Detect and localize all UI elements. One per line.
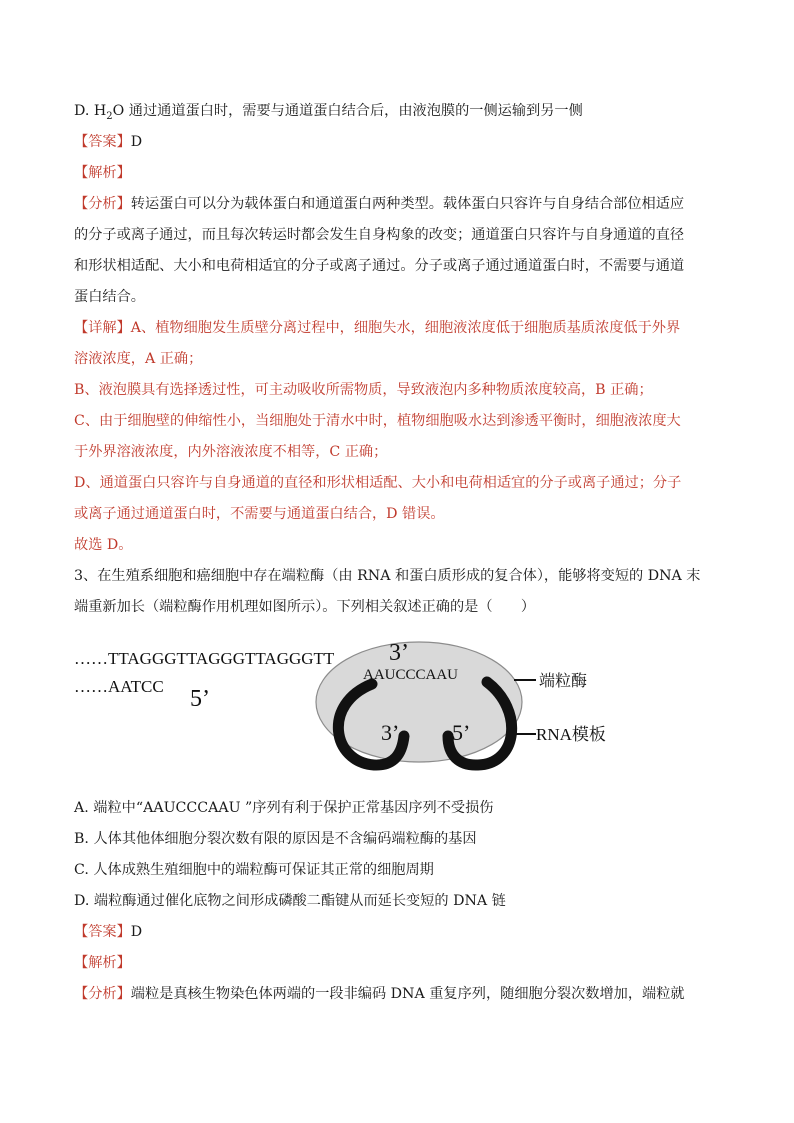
inner-5prime-label: 5’ [452, 720, 471, 745]
option-b: B. 人体其他体细胞分裂次数有限的原因是不含编码端粒酶的基因 [74, 831, 477, 847]
fenxi2-line-1: 【分析】端粒是真核生物染色体两端的一段非编码 DNA 重复序列，随细胞分裂次数增加，端粒就 [74, 986, 685, 1002]
fenxi-line-3: 和形状相适配、大小和电荷相适宜的分子或离子通过。分子或离子通过通道蛋白时，不需要与通道 [74, 258, 685, 274]
question-3-line-2: 端重新加长（端粒酶作用机理如图所示）。下列相关叙述正确的是（ ） [74, 599, 536, 615]
inner-3prime-label: 3’ [381, 720, 400, 745]
label-3prime-top: 3’ [389, 640, 409, 666]
xiangjie-line-7: 或离子通过通道蛋白时，不需要与通道蛋白结合，D 错误。 [74, 506, 445, 522]
strand-top: ……TTAGGGTTAGGGTTAGGGTT [74, 649, 335, 668]
option-c: C. 人体成熟生殖细胞中的端粒酶可保证其正常的细胞周期 [74, 862, 434, 878]
xiangjie-line-6: D、通道蛋白只容许与自身通道的直径和形状相适配、大小和电荷相适宜的分子或离子通过；分子 [74, 475, 682, 491]
fenxi-line-2: 的分子或离子通过，而且每次转运时都会发生自身构象的改变；通道蛋白只容许与自身通道的直径 [74, 227, 685, 243]
telomerase-diagram [74, 636, 634, 776]
answer-1: 【答案】D [74, 134, 143, 150]
rna-template-sequence: AAUCCCAAU [363, 667, 459, 683]
xiangjie-line-3: B、液泡膜具有选择透过性，可主动吸收所需物质，导致液泡内多种物质浓度较高，B 正确； [74, 382, 653, 398]
xiangjie-line-2: 溶液浓度，A 正确； [74, 351, 203, 367]
xiangjie-line-5: 于外界溶液浓度，内外溶液浓度不相等，C 正确； [74, 444, 388, 460]
xiangjie-line-4: C、由于细胞壁的伸缩性小，当细胞处于清水中时，植物细胞吸水达到渗透平衡时，细胞液浓度大 [74, 413, 681, 429]
option-d-prev: D. $H_2O$ 通过通道蛋白时，需要与通道蛋白结合后，由液泡膜的一侧运输到另一侧 [74, 103, 583, 122]
analysis-heading-2: 【解析】 [74, 955, 131, 971]
conclusion-1: 故选 D。 [74, 537, 133, 553]
label-telomerase: 端粒酶 [539, 671, 588, 690]
answer-2: 【答案】D [74, 924, 143, 940]
xiangjie-line-1: 【详解】A、植物细胞发生质壁分离过程中，细胞失水，细胞液浓度低于细胞质基质浓度低于外界 [74, 320, 681, 336]
option-a: A. 端粒中“AAUCCCAAU ”序列有利于保护正常基因序列不受损伤 [74, 800, 494, 816]
label-5prime-bottom: 5’ [190, 686, 210, 712]
analysis-heading-1: 【解析】 [74, 165, 131, 181]
strand-bottom: ……AATCC [74, 677, 164, 696]
option-d: D. 端粒酶通过催化底物之间形成磷酸二酯键从而延长变短的 DNA 链 [74, 893, 506, 909]
fenxi-line-1: 【分析】转运蛋白可以分为载体蛋白和通道蛋白两种类型。载体蛋白只容许与自身结合部位相适应 [74, 196, 685, 212]
fenxi-line-4: 蛋白结合。 [74, 289, 145, 305]
question-3-line-1: 3、在生殖系细胞和癌细胞中存在端粒酶（由 RNA 和蛋白质形成的复合体），能够将变短的 DNA 末 [74, 568, 701, 584]
label-rna-template: RNA模板 [536, 725, 606, 744]
